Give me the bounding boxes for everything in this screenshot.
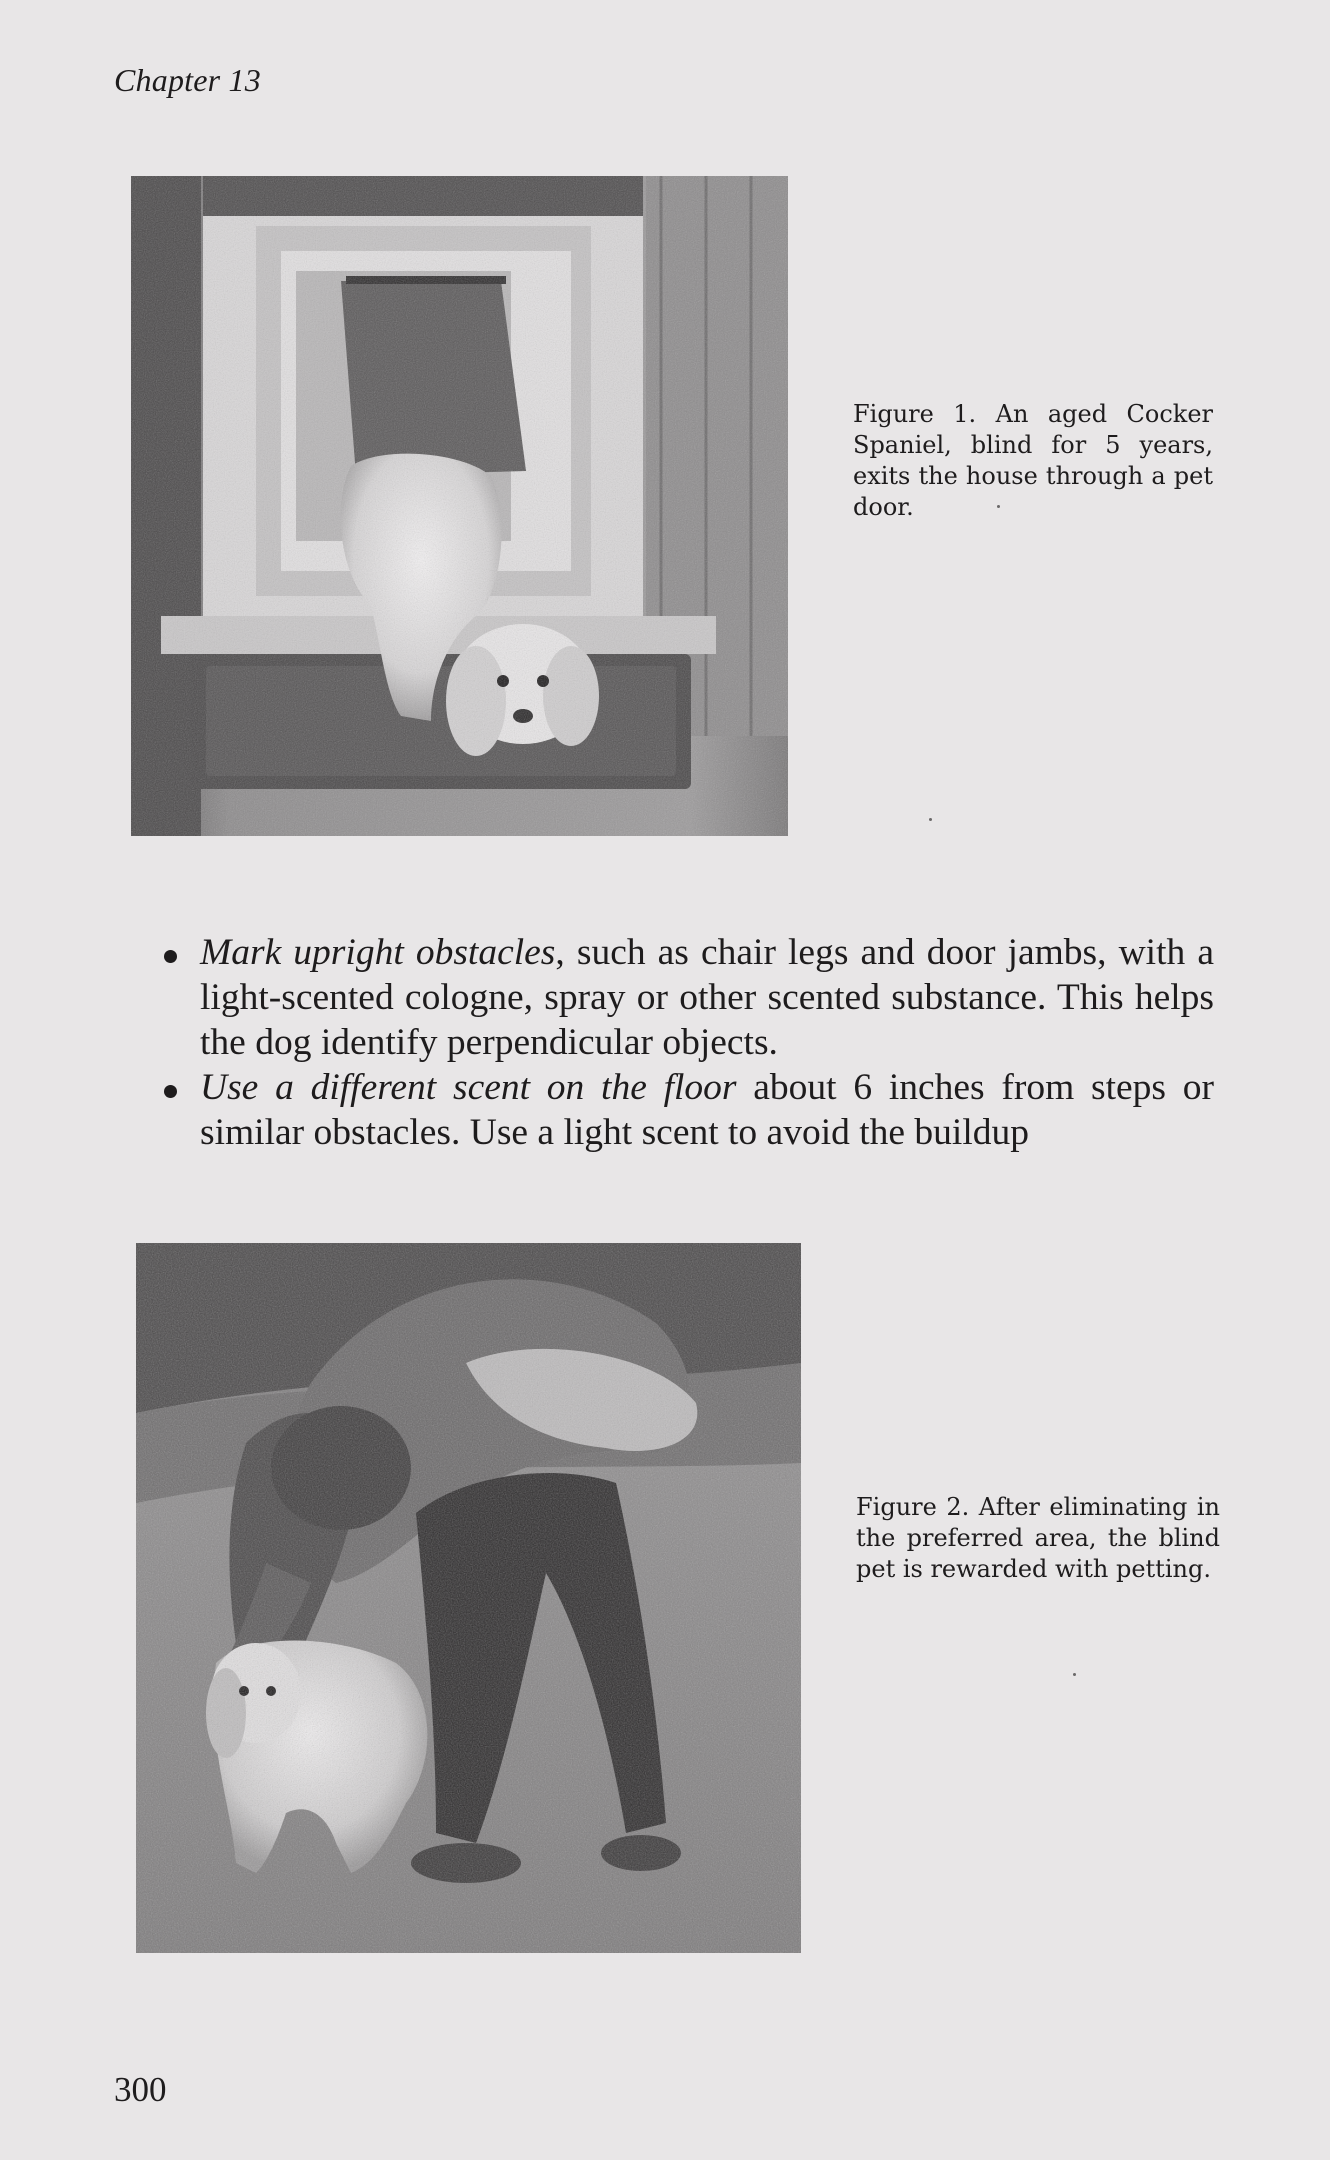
bullet-text: about 6 inches from steps or similar obstacles. Use a light scent to avoid the buildup (200, 1067, 1214, 1153)
figure-2-photo (136, 1243, 801, 1953)
print-speck (997, 505, 1000, 508)
person-petting-dog-illustration (136, 1243, 801, 1953)
page-number: 300 (114, 2070, 167, 2109)
bullet-item (160, 930, 1214, 1065)
bullet-item (160, 1065, 1214, 1155)
bullet-emphasis: Use a different scent on the floor (200, 1067, 737, 1108)
bullet-list (160, 930, 1214, 1155)
figure-1-caption: Figure 1. An aged Cocker Spaniel, blind for 5 years, exits the house through a pet door. (853, 400, 1213, 521)
cocker-spaniel-pet-door-illustration (131, 176, 788, 836)
figure-2-caption: Figure 2. After eliminating in the preferred area, the blind pet is rewarded with petting. (856, 1493, 1220, 1583)
print-speck (1073, 1673, 1076, 1676)
bullet-marker (164, 950, 177, 963)
bullet-emphasis: Mark upright obstacles (200, 932, 556, 973)
bullet-marker (164, 1085, 177, 1098)
bullet-text: , such as chair legs and door jambs, with a light-scented cologne, spray or other scented substance. This helps the dog identify perpendicular objects. (200, 932, 1214, 1063)
figure-1-photo (131, 176, 788, 836)
print-speck (929, 818, 932, 821)
running-head: Chapter 13 (114, 62, 261, 98)
